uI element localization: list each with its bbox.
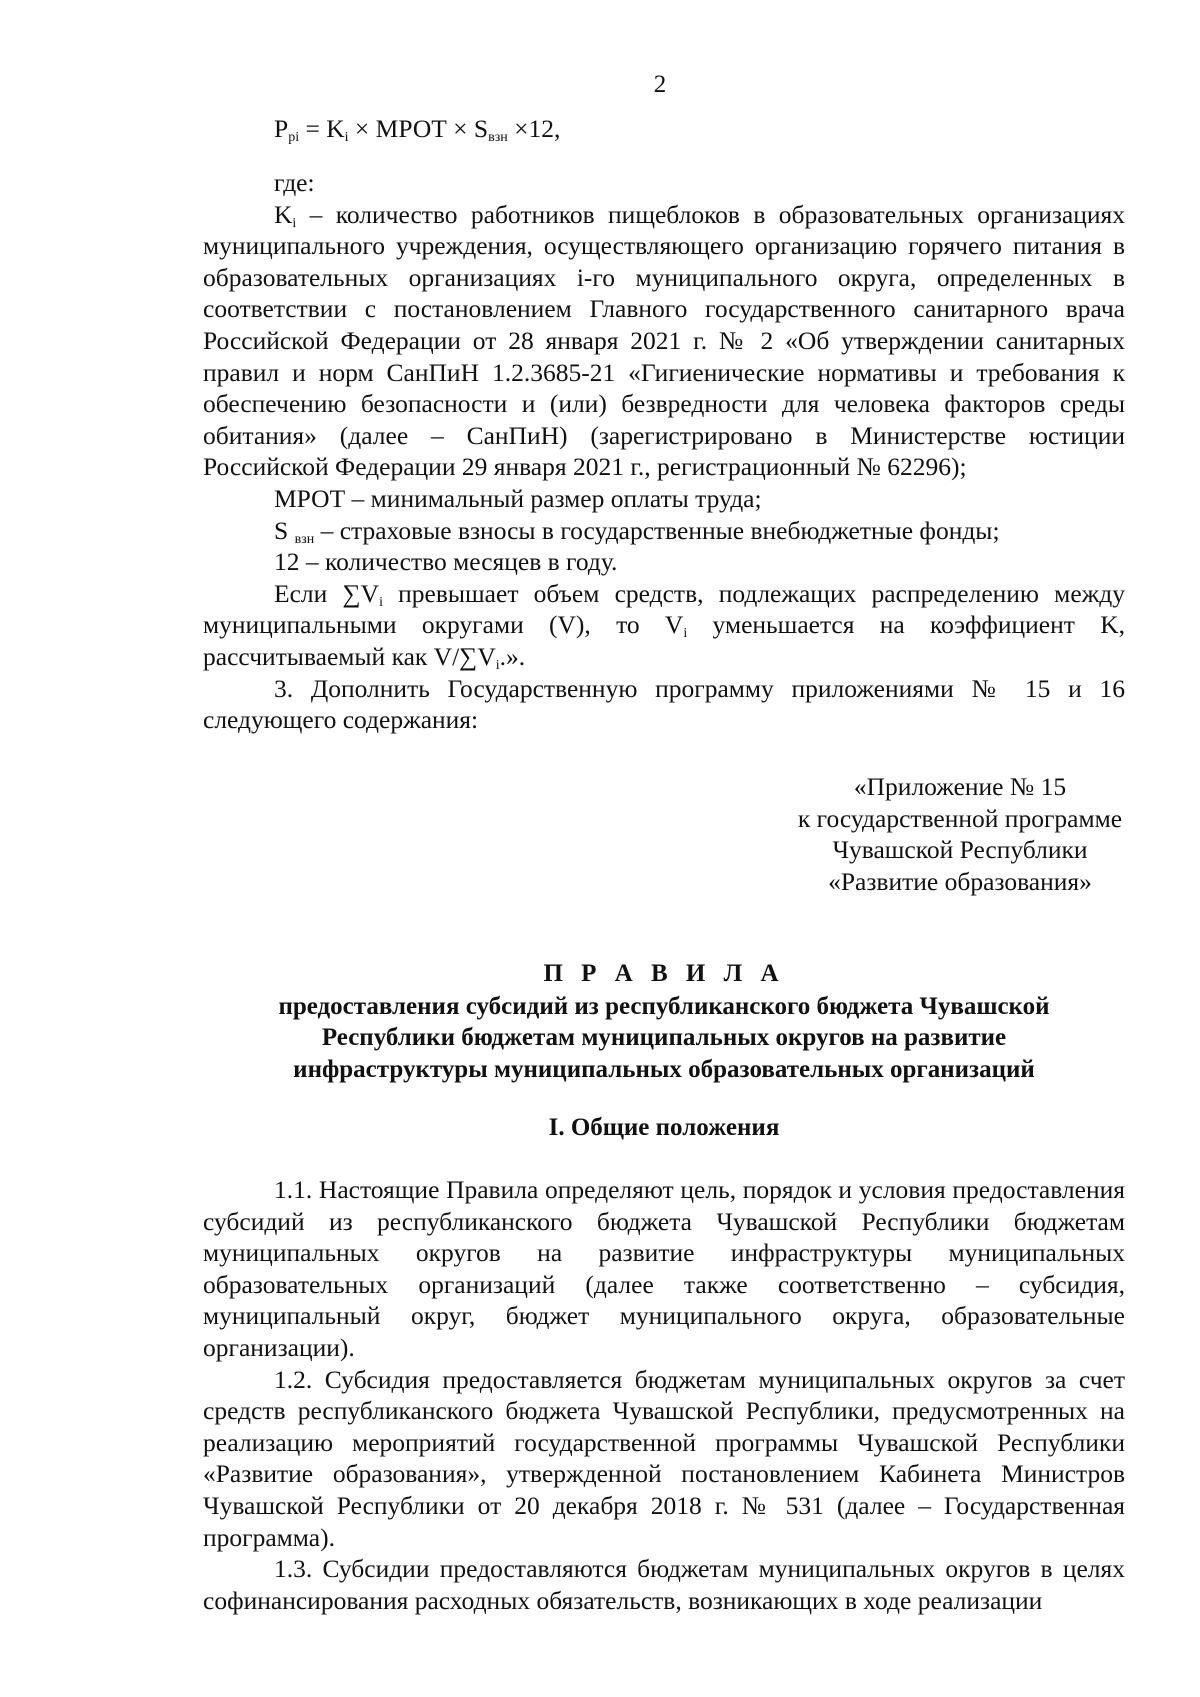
if-sub-2: i <box>683 626 688 642</box>
if-paragraph <box>203 578 1125 673</box>
mrot-definition: МРОТ – минимальный размер оплаты труда; <box>274 483 762 513</box>
formula <box>274 113 560 145</box>
s-subscript: взн <box>294 531 315 547</box>
s-definition <box>203 515 1125 547</box>
s-text: – страховые взносы в государственные внебюджетные фонды; <box>314 515 1000 545</box>
if-sub-3: i <box>495 657 500 673</box>
appendix-line-1: «Приложение № 15 <box>853 772 1067 801</box>
page-number: 2 <box>653 71 667 98</box>
paragraph-1-2: 1.2. Субсидия предоставляется бюджетам муниципальных округов за счет средств республиканского бюджета Чувашской Республики, предусмотренных на реализацию мероприятий государственной программы Чувашской Республики «Развитие образования», утвержденной постановлением Кабинета Министров Чувашской Республики от 20 декабря 2018 г. № 531 (далее – Государственная программа). <box>203 1364 1125 1552</box>
section-title: I. Общие положения <box>548 1114 780 1141</box>
months-definition: 12 – количество месяцев в году. <box>274 547 618 577</box>
if-sub-1: i <box>379 594 383 610</box>
appendix-line-3: Чувашской Республики <box>832 835 1088 864</box>
if-text-d: .». <box>499 641 526 671</box>
formula-lhs-subscript: pi <box>288 130 300 145</box>
ki-text: – количество работников пищеблоков в образовательных организациях муниципального учреждения, осуществляющего организацию горячего питания в образовательных организациях i-го муниципального округа, определенных в соответствии с постановлением Главного государственного санитарного врача Российской Федерации от 28 января 2021 г. № 2 «Об утверждении санитарных правил и норм СанПиН 1.2.3685-21 «Гигиенические нормативы и требования к обеспечению безопасности и (или) безвредности для человека факторов среды обитания» (далее – СанПиН) (зарегистрировано в Министерстве юстиции Российской Федерации 29 января 2021 г., регистрационный № 62296); <box>203 199 1125 482</box>
paragraph-1-1: 1.1. Настоящие Правила определяют цель, порядок и условия предоставления субсидий из республиканского бюджета Чувашской Республики бюджетам муниципальных округов на развитие инфраструктуры муниципальных образовательных организаций (далее также соответственно – субсидия, муниципальный округ, бюджет муниципального округа, образовательные организации). <box>203 1175 1125 1362</box>
formula-s-subscript: взн <box>488 130 508 145</box>
formula-mid: × МРОТ × S <box>348 114 489 143</box>
definitions-block <box>203 167 1125 736</box>
appendix-line-4: «Развитие образования» <box>828 866 1092 896</box>
rules-subtitle-2: Республики бюджетам муниципальных округов на развитие <box>321 1024 1007 1052</box>
appendix-header <box>770 771 1150 897</box>
appendix-line-2: к государственной программе <box>797 803 1123 833</box>
formula-lhs: P <box>274 114 289 143</box>
ki-subscript: i <box>292 215 297 231</box>
rules-title <box>203 958 1125 1085</box>
rules-subtitle-1: предоставления субсидий из республиканского бюджета Чувашской <box>278 992 1050 1020</box>
formula-end: ×12, <box>507 114 561 143</box>
ki-definition <box>203 199 1125 483</box>
section-body <box>203 1174 1125 1616</box>
formula-eq: = K <box>299 114 345 143</box>
point-3: 3. Дополнить Государственную программу приложениями № 15 и 16 следующего содержания: <box>203 673 1125 735</box>
rules-heading: П Р А В И Л А <box>543 960 785 987</box>
where-label: где: <box>274 168 315 197</box>
if-text-b: превышает объем средств, подлежащих распределению между муниципальными округами (V), то V <box>203 578 1125 640</box>
rules-subtitle-3: инфраструктуры муниципальных образовательных организаций <box>293 1055 1035 1083</box>
if-text-c: уменьшается на коэффициент K, рассчитываемый как V/∑V <box>203 610 1125 671</box>
if-text-a: Если ∑V <box>274 578 380 608</box>
formula-k-subscript: i <box>344 130 349 145</box>
paragraph-1-3: 1.3. Субсидии предоставляются бюджетам муниципальных округов в целях софинансирования расходных обязательств, возникающих в ходе реализации <box>203 1554 1125 1615</box>
ki-symbol: K <box>274 199 293 229</box>
s-symbol: S <box>274 515 289 545</box>
